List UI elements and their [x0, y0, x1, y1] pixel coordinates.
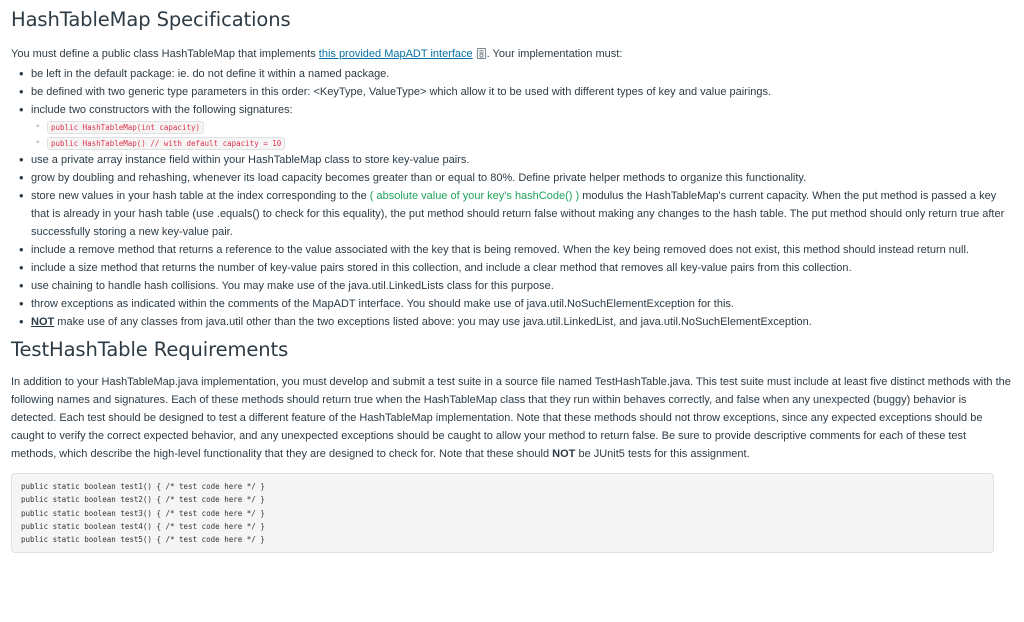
code-line: public static boolean test4() { /* test code here */ } — [21, 521, 265, 531]
intro-text-before: You must define a public class HashTableMap that implements — [11, 48, 319, 60]
test-methods-code-block — [11, 473, 994, 553]
list-item: • use chaining to handle hash collisions. You may make use of the java.util.LinkedLists class for this purpose. — [31, 277, 1014, 295]
intro-text-after: . Your implementation must: — [486, 48, 623, 60]
test-paragraph-bold: NOT — [552, 448, 576, 460]
constructor-item — [47, 135, 1014, 151]
test-paragraph-main: In addition to your HashTableMap.java implementation, you must develop and submit a test suite in a source file named TestHashTable.java. This test suite must include at least five distinct methods with the following names and signatures. Each of these methods should return true when the HashTableMap class that they run within behaves correctly, and false when any unexpected (buggy) behavior is detected. Each test should be designed to test a different feature of the HashTableMap implementation. Note that these methods should not throw exceptions, since any expected exceptions should be caught to verify the correct expected behavior, and any unexpected exceptions should be caught to allow your method to return false. Be sure to provide descriptive comments for each of these test methods, which describe the high-level functionality that they are designed to check for. Note that these should — [11, 376, 1011, 460]
constructor-list — [31, 119, 1014, 151]
section-title-specifications: HashTableMap Specifications — [11, 8, 291, 31]
section-title-test-requirements: TestHashTable Requirements — [11, 338, 289, 361]
code-line: public static boolean test1() { /* test code here */ } — [21, 482, 265, 491]
test-paragraph-end: be JUnit5 tests for this assignment. — [575, 448, 750, 460]
constructor-signature-default: public HashTableMap() // with default capacity = 10 — [47, 137, 285, 150]
list-item: • be defined with two generic type parameters in this order: <KeyType, ValueType> which allow it to be used with different types of key and value pairings. — [31, 83, 1014, 101]
code-line: public static boolean test5() { /* test code here */ } — [21, 535, 265, 545]
hashcode-highlight: ( absolute value of your key's hashCode() ) — [369, 190, 580, 202]
list-item: • be left in the default package: ie. do not define it within a named package. — [31, 65, 1014, 83]
constructors-text: include two constructors with the following signatures: — [31, 104, 293, 116]
intro-paragraph — [11, 45, 1014, 63]
list-item: • use a private array instance field within your HashTableMap class to store key-value pairs. — [31, 151, 1014, 169]
not-emphasis: NOT — [31, 316, 55, 328]
requirements-list — [11, 65, 1014, 331]
not-text: make use of any classes from java.util other than the two exceptions listed above: you may use java.util.LinkedList, and java.util.NoSuchElementException. — [54, 316, 812, 328]
code-line: public static boolean test2() { /* test code here */ } — [21, 495, 265, 505]
mapadt-interface-link[interactable]: this provided MapADT interface — [318, 48, 473, 60]
list-item — [31, 313, 1014, 331]
document-preview-icon[interactable] — [476, 48, 487, 59]
test-requirements-paragraph — [11, 373, 1014, 463]
list-item — [31, 187, 1014, 241]
constructor-item — [47, 119, 1014, 135]
test-requirements-body — [11, 373, 1014, 463]
list-item: • include a remove method that returns a reference to the value associated with the key that is being removed. When the key being removed does not exist, this method should instead return null. — [31, 241, 1014, 259]
list-item — [31, 101, 1014, 151]
constructor-signature-capacity: public HashTableMap(int capacity) — [47, 121, 204, 134]
code-line: public static boolean test3() { /* test code here */ } — [21, 508, 265, 518]
hash-index-text-before: store new values in your hash table at the index corresponding to the — [31, 190, 370, 202]
list-item: • throw exceptions as indicated within the comments of the MapADT interface. You should make use of java.util.NoSuchElementException for this. — [31, 295, 1014, 313]
list-item: • grow by doubling and rehashing, whenever its load capacity becomes greater than or equal to 80%. Define private helper methods to organize this functionality. — [31, 169, 1014, 187]
list-item: • include a size method that returns the number of key-value pairs stored in this collection, and include a clear method that removes all key-value pairs from this collection. — [31, 259, 1014, 277]
hash-index-text-after: modulus the HashTableMap's current capacity. When the put method is passed a key that is already in your hash table (use .equals() to check for this equality), the put method should return false without making any changes to the hash table. The put method should only return true after successfully storing a new key-value pair. — [31, 190, 1005, 238]
